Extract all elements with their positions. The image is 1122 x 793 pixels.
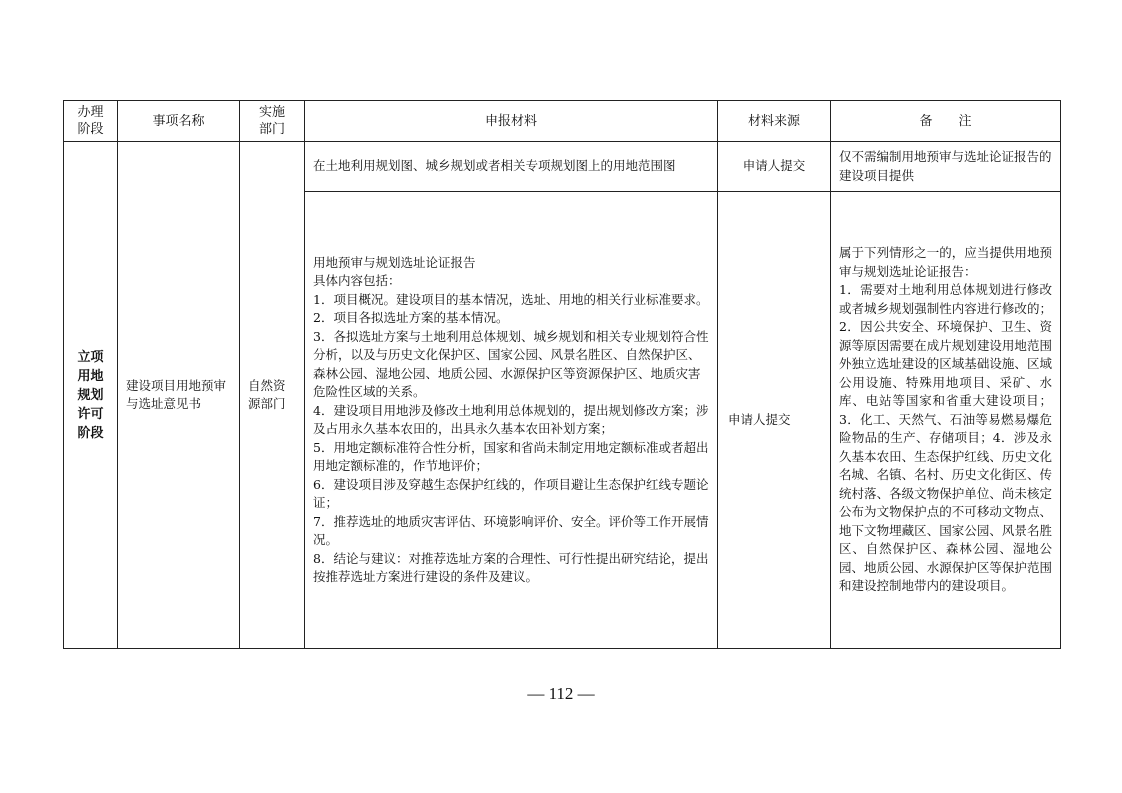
material-cell: 在土地利用规划图、城乡规划或者相关专项规划图上的用地范围图 xyxy=(305,142,718,192)
department-cell: 自然资源部门 xyxy=(240,142,305,649)
header-materials: 申报材料 xyxy=(305,101,718,142)
stage-label: 立项用地规划许可阶段 xyxy=(77,349,104,441)
note-cell: 属于下列情形之一的，应当提供用地预审与规划选址论证报告： 1．需要对土地利用总体规划进行修改或者城乡规划强制性内容进行修改的；2．因公共安全、环境保护、卫生、资源等原因需要在成片规划建设用地范围外独立选址建设的区域基础设施、区域公用设施、特殊用地项目、采矿、水库、电站等国家和省重大建设项目；3．化工、天然气、石油等易燃易爆危险物品的生产、存储项目；4．涉及永久基本农田、生态保护红线、历史文化名城、名镇、名村、历史文化街区、传统村落、各级文物保护单位、尚未核定公布为文物保护点的不可移动文物点、地下文物埋藏区、国家公园、风景名胜区、自然保护区、森林公园、湿地公园、地质公园、水源保护区等保护范围和建设控制地带内的建设项目。 xyxy=(831,192,1061,649)
header-stage: 办理阶段 xyxy=(64,101,118,142)
table-row xyxy=(64,142,1061,192)
page-number: — 112 — xyxy=(527,684,595,703)
item-name-cell: 建设项目用地预审与选址意见书 xyxy=(118,142,240,649)
note-cell: 仅不需编制用地预审与选址论证报告的建设项目提供 xyxy=(831,142,1061,192)
approval-materials-table xyxy=(63,100,1061,649)
header-department: 实施部门 xyxy=(240,101,305,142)
stage-cell xyxy=(64,142,118,649)
table-header-row xyxy=(64,101,1061,142)
header-note: 备 注 xyxy=(831,101,1061,142)
source-cell: 申请人提交 xyxy=(718,142,831,192)
source-cell: 申请人提交 xyxy=(718,192,831,649)
header-source: 材料来源 xyxy=(718,101,831,142)
material-cell: 用地预审与规划选址论证报告 具体内容包括： 1．项目概况。建设项目的基本情况，选址、用地的相关行业标准要求。 2．项目各拟选址方案的基本情况。 3．各拟选址方案与土地利用总体规划、城乡规划和相关专业规划符合性分析，以及与历史文化保护区、国家公园、风景名胜区、自然保护区、森林公园、湿地公园、地质公园、水源保护区等资源保护区、地质灾害危险性区域的关系。 4．建设项目用地涉及修改土地利用总体规划的，提出规划修改方案；涉及占用永久基本农田的，出具永久基本农田补划方案； 5．用地定额标准符合性分析，国家和省尚未制定用地定额标准或者超出用地定额标准的，作节地评价； 6．建设项目涉及穿越生态保护红线的，作项目避让生态保护红线专题论证； 7．推荐选址的地质灾害评估、环境影响评价、安全。评价等工作开展情况。 8．结论与建议：对推荐选址方案的合理性、可行性提出研究结论，提出按推荐选址方案进行建设的条件及建议。 xyxy=(305,192,718,649)
header-item-name: 事项名称 xyxy=(118,101,240,142)
